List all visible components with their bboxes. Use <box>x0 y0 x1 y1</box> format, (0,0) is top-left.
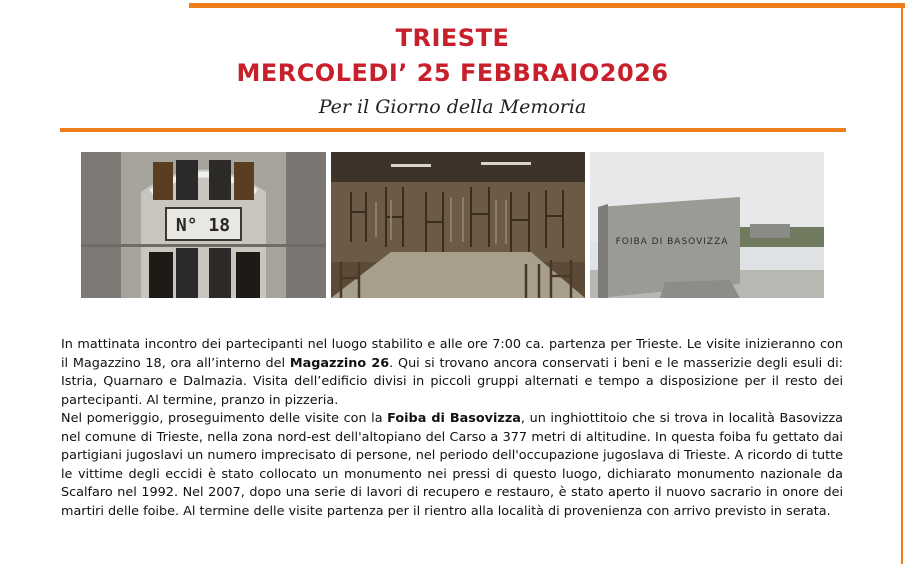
text-span: Nel pomeriggio, proseguimento delle visite con la <box>61 411 388 426</box>
paragraph-afternoon <box>61 410 843 521</box>
title-city: TRIESTE <box>395 24 510 52</box>
title-date: MERCOLEDI’ 25 FEBBRAIO2026 <box>236 59 669 87</box>
text-span: , un inghiottitoio che si trova in località Basovizza nel comune di Trieste, nella zona nord-est dell'altopiano del Carso a 377 metri di altitudine. In questa foiba fu gettato dai partigiani jugoslavi un numero imprecisato di persone, nel periodo dell'occupazione jugoslava di Trieste. A ricordo di tutte le vittime degli eccidi è stato collocato un monumento nei pressi di questo luogo, dichiarato monumento nazionale da Scalfaro nel 1992. Nel 2007, dopo una serie di lavori di recupero e restauro, è stato aperto il nuovo sacrario in onore dei martiri delle foibe. Al termine delle visite partenza per il rientro alla località di provenienza con arrivo previsto in serata. <box>61 411 843 519</box>
right-accent-rule <box>901 8 903 564</box>
subtitle: Per il Giorno della Memoria <box>318 96 587 118</box>
svg-text:FOIBA DI BASOVIZZA: FOIBA DI BASOVIZZA <box>615 237 729 247</box>
photo-magazzino-18 <box>81 152 326 298</box>
memorial-inscription <box>616 237 729 247</box>
itinerary-text <box>61 336 843 521</box>
sign-text <box>176 215 230 236</box>
highlight-foiba-basovizza: Foiba di Basovizza <box>387 411 521 426</box>
svg-text:N° 18: N° 18 <box>175 215 231 236</box>
text-span: In mattinata incontro dei partecipanti nel luogo stabilito e alle ore 7:00 ca. partenza per Trieste. Le visite inizieranno con il Magazzino 18, ora all’interno del <box>61 337 843 371</box>
top-accent-bar <box>189 3 905 8</box>
highlight-magazzino-26: Magazzino 26 <box>289 355 390 371</box>
text-span: . Qui si trovano ancora conservati i beni e le masserizie degli esuli di: Istria, Quarnaro e Dalmazia. Visita dell’edificio divisi in piccoli gruppi alternati e tempo a disposizione per il resto dei partecipanti. Al termine, pranzo in pizzeria. <box>61 355 843 408</box>
photo-foiba-basovizza <box>590 152 824 298</box>
paragraph-morning <box>61 336 843 410</box>
photo-warehouse-chairs <box>331 152 585 298</box>
header-separator <box>60 128 846 132</box>
